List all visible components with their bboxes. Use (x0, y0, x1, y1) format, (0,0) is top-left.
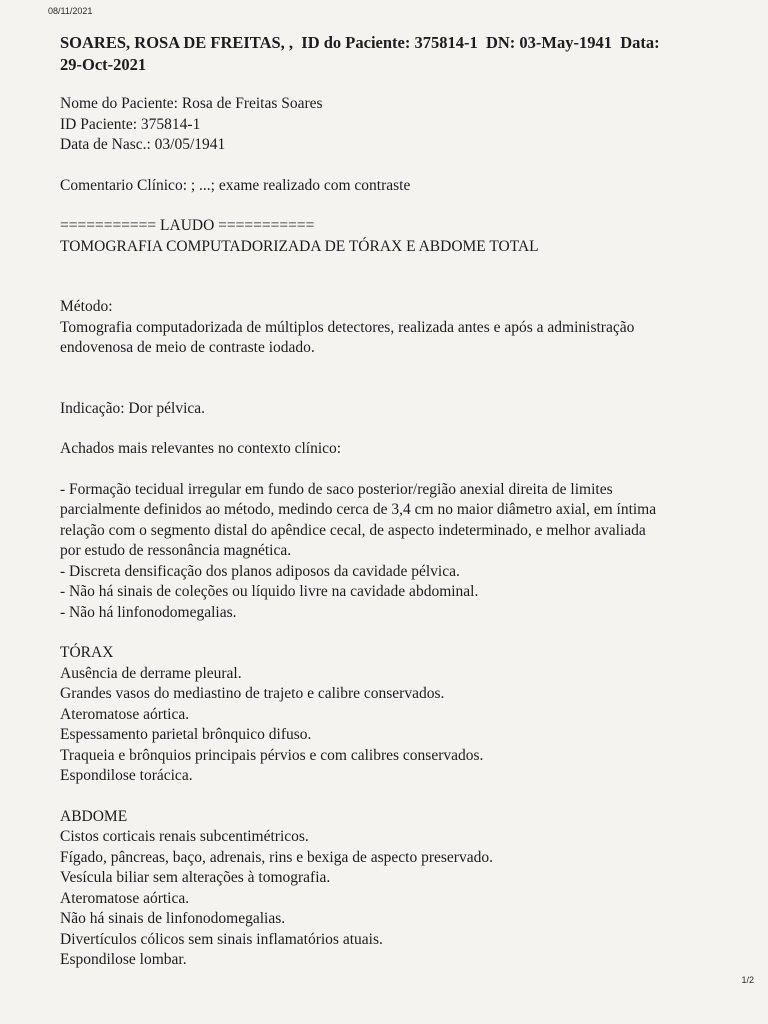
thorax-line: Espondilose torácica. (60, 767, 193, 784)
abdomen-line: Espondilose lombar. (60, 951, 187, 968)
clinical-comment: Comentario Clínico: ; ...; exame realizado com contraste (60, 176, 411, 194)
abdomen-heading: ABDOME (60, 807, 128, 825)
method-heading: Método: (60, 298, 113, 315)
method-line: Tomografia computadorizada de múltiplos detectores, realizada antes e após a administração (60, 318, 635, 336)
patient-dob: Data de Nasc.: 03/05/1941 (60, 136, 226, 153)
method-line: endovenosa de meio de contraste iodado. (60, 339, 315, 356)
thorax-line: Ausência de derrame pleural. (60, 664, 242, 682)
report-header (60, 32, 740, 76)
report-body (60, 94, 740, 971)
thorax-line: Espessamento parietal brônquico difuso. (60, 726, 312, 743)
abdomen-line: Ateromatose aórtica. (60, 889, 190, 907)
abdomen-line: Divertículos cólicos sem sinais inflamatórios atuais. (60, 930, 383, 948)
report-title: TOMOGRAFIA COMPUTADORIZADA DE TÓRAX E ABDOME TOTAL (60, 237, 539, 255)
report-banner: =========== LAUDO =========== (60, 217, 315, 234)
abdomen-line: Vesícula biliar sem alterações à tomografia. (60, 869, 331, 886)
print-date: 08/11/2021 (48, 6, 93, 16)
abdomen-line: Não há sinais de linfonodomegalias. (60, 910, 286, 927)
finding-line: por estudo de ressonância magnética. (60, 542, 292, 559)
findings-heading: Achados mais relevantes no contexto clínico: (60, 440, 342, 457)
thorax-line: Traqueia e brônquios principais pérvios e com calibres conservados. (60, 746, 484, 764)
thorax-line: Ateromatose aórtica. (60, 705, 190, 723)
abdomen-line: Fígado, pâncreas, baço, adrenais, rins e bexiga de aspecto preservado. (60, 848, 493, 866)
indication: Indicação: Dor pélvica. (60, 399, 206, 417)
patient-id: ID Paciente: 375814-1 (60, 115, 201, 133)
header-line-1: SOARES, ROSA DE FREITAS, , ID do Paciente: 375814-1 DN: 03-May-1941 Data: (60, 33, 660, 52)
finding-line: relação com o segmento distal do apêndice cecal, de aspecto indeterminado, e melhor avaliada (60, 521, 646, 539)
finding-line: - Formação tecidual irregular em fundo de saco posterior/região anexial direita de limites (60, 480, 613, 498)
patient-name: Nome do Paciente: Rosa de Freitas Soares (60, 95, 323, 112)
finding-line: - Não há sinais de coleções ou líquido livre na cavidade abdominal. (60, 583, 479, 600)
finding-line: - Não há linfonodomegalias. (60, 603, 237, 621)
header-line-2: 29-Oct-2021 (60, 55, 147, 74)
finding-line: - Discreta densificação dos planos adiposos da cavidade pélvica. (60, 562, 460, 580)
finding-line: parcialmente definidos ao método, medindo cerca de 3,4 cm no maior diâmetro axial, em íntima (60, 501, 657, 518)
thorax-line: Grandes vasos do mediastino de trajeto e calibre conservados. (60, 685, 445, 702)
page-number: 1/2 (741, 975, 754, 985)
abdomen-line: Cistos corticais renais subcentimétricos. (60, 828, 309, 845)
thorax-heading: TÓRAX (60, 644, 114, 661)
